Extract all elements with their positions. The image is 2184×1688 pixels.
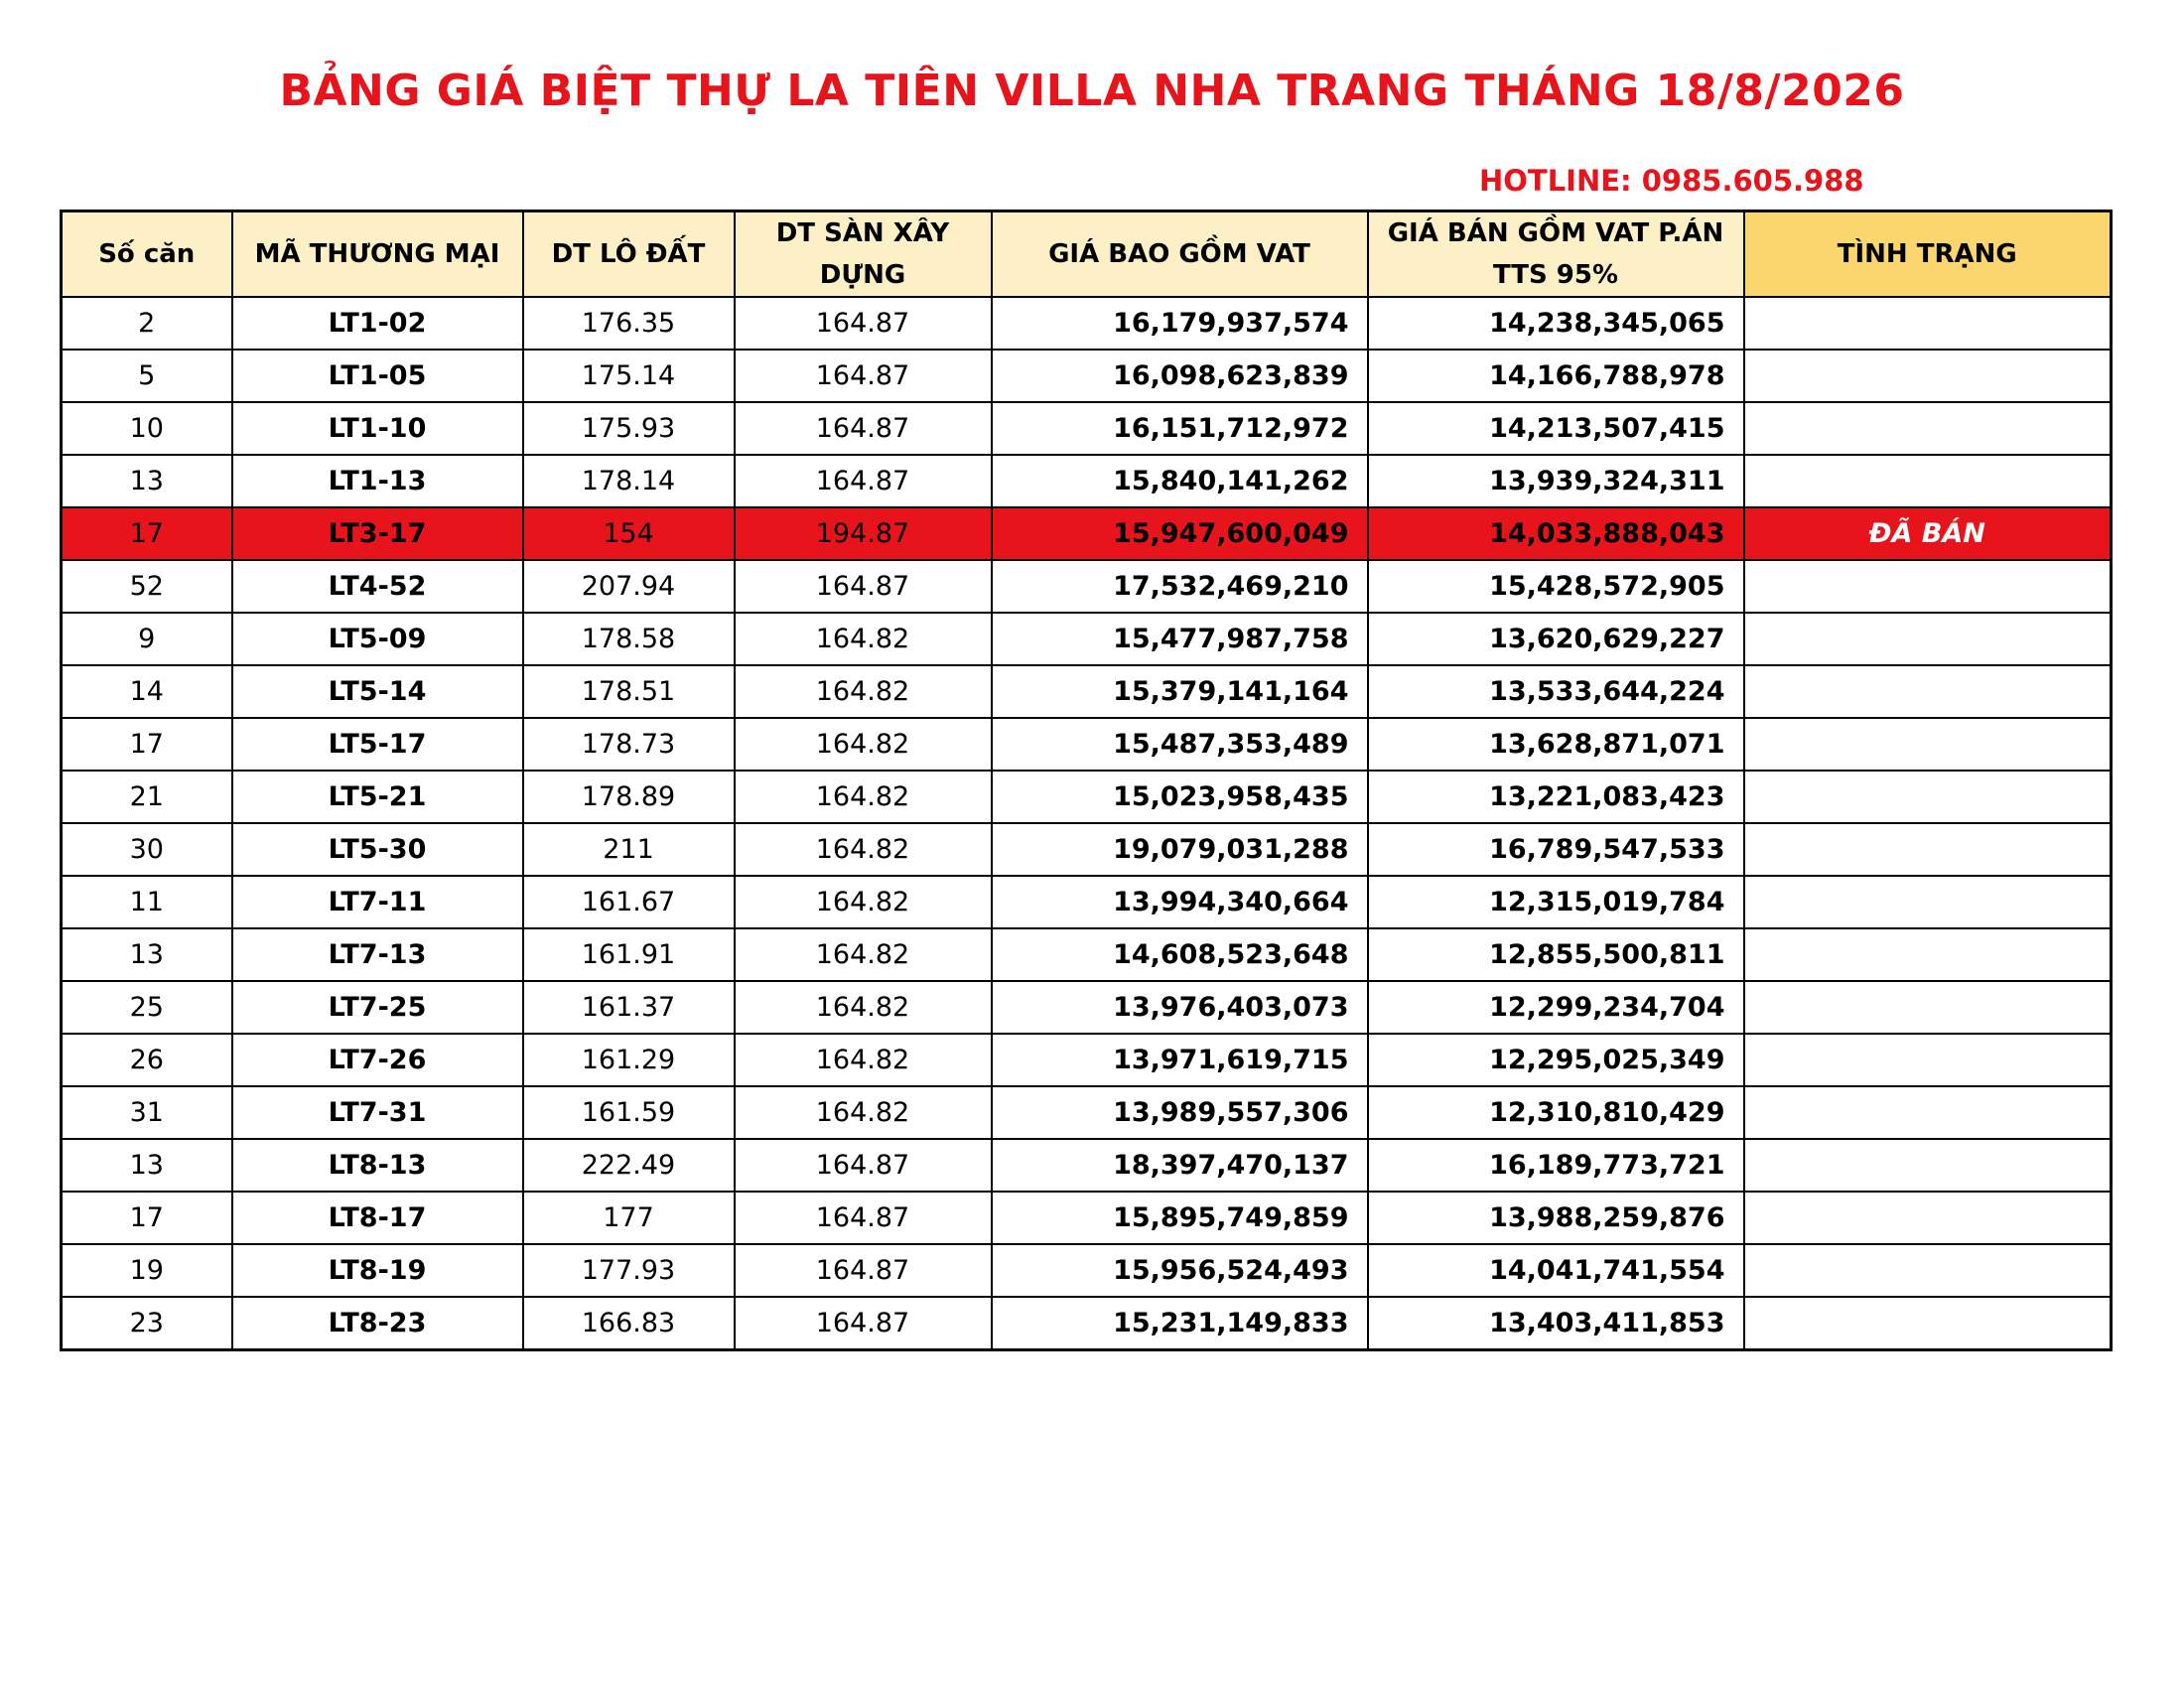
cell-dt-san-xay-dung: 164.82 xyxy=(735,1086,992,1139)
cell-gia-bao-gom-vat: 16,098,623,839 xyxy=(992,350,1368,402)
cell-gia-bao-gom-vat: 15,231,149,833 xyxy=(992,1297,1368,1350)
cell-ma-thuong-mai: LT1-13 xyxy=(232,455,523,507)
cell-gia-ban-95: 14,238,345,065 xyxy=(1368,297,1744,350)
table-row xyxy=(62,402,2112,455)
cell-gia-bao-gom-vat: 14,608,523,648 xyxy=(992,928,1368,981)
cell-dt-lo-dat: 176.35 xyxy=(523,297,735,350)
cell-dt-lo-dat: 161.67 xyxy=(523,876,735,928)
cell-ma-thuong-mai: LT8-23 xyxy=(232,1297,523,1350)
cell-gia-ban-95: 14,166,788,978 xyxy=(1368,350,1744,402)
cell-dt-san-xay-dung: 164.87 xyxy=(735,455,992,507)
cell-dt-lo-dat: 161.37 xyxy=(523,981,735,1034)
cell-tinh-trang xyxy=(1744,1086,2112,1139)
cell-so-can: 23 xyxy=(62,1297,232,1350)
cell-ma-thuong-mai: LT7-26 xyxy=(232,1034,523,1086)
cell-tinh-trang xyxy=(1744,350,2112,402)
cell-gia-ban-95: 13,939,324,311 xyxy=(1368,455,1744,507)
cell-so-can: 17 xyxy=(62,507,232,560)
cell-gia-bao-gom-vat: 18,397,470,137 xyxy=(992,1139,1368,1192)
cell-gia-bao-gom-vat: 16,151,712,972 xyxy=(992,402,1368,455)
cell-dt-san-xay-dung: 164.87 xyxy=(735,297,992,350)
cell-ma-thuong-mai: LT8-17 xyxy=(232,1192,523,1244)
cell-tinh-trang xyxy=(1744,560,2112,613)
cell-gia-ban-95: 14,041,741,554 xyxy=(1368,1244,1744,1297)
table-row xyxy=(62,771,2112,823)
cell-gia-ban-95: 14,033,888,043 xyxy=(1368,507,1744,560)
cell-tinh-trang: ĐÃ BÁN xyxy=(1744,507,2112,560)
cell-ma-thuong-mai: LT1-02 xyxy=(232,297,523,350)
table-row xyxy=(62,876,2112,928)
cell-gia-bao-gom-vat: 17,532,469,210 xyxy=(992,560,1368,613)
cell-dt-san-xay-dung: 164.87 xyxy=(735,402,992,455)
cell-gia-bao-gom-vat: 15,023,958,435 xyxy=(992,771,1368,823)
cell-tinh-trang xyxy=(1744,402,2112,455)
table-row xyxy=(62,1139,2112,1192)
cell-ma-thuong-mai: LT1-10 xyxy=(232,402,523,455)
cell-ma-thuong-mai: LT7-11 xyxy=(232,876,523,928)
price-table xyxy=(60,210,2113,1351)
table-row xyxy=(62,297,2112,350)
cell-dt-lo-dat: 177.93 xyxy=(523,1244,735,1297)
cell-dt-san-xay-dung: 164.87 xyxy=(735,1297,992,1350)
cell-so-can: 21 xyxy=(62,771,232,823)
cell-gia-bao-gom-vat: 16,179,937,574 xyxy=(992,297,1368,350)
header-tinh-trang: TÌNH TRẠNG xyxy=(1744,211,2112,298)
cell-gia-bao-gom-vat: 15,956,524,493 xyxy=(992,1244,1368,1297)
cell-so-can: 19 xyxy=(62,1244,232,1297)
cell-dt-san-xay-dung: 164.82 xyxy=(735,981,992,1034)
cell-dt-lo-dat: 161.91 xyxy=(523,928,735,981)
table-row xyxy=(62,613,2112,665)
cell-gia-bao-gom-vat: 15,840,141,262 xyxy=(992,455,1368,507)
cell-ma-thuong-mai: LT1-05 xyxy=(232,350,523,402)
cell-gia-ban-95: 13,620,629,227 xyxy=(1368,613,1744,665)
cell-dt-lo-dat: 178.89 xyxy=(523,771,735,823)
cell-dt-lo-dat: 154 xyxy=(523,507,735,560)
cell-tinh-trang xyxy=(1744,771,2112,823)
cell-tinh-trang xyxy=(1744,455,2112,507)
table-row xyxy=(62,1086,2112,1139)
header-dt-san-xay-dung: DT SÀN XÂY DỰNG xyxy=(735,211,992,298)
header-gia-ban-95: GIÁ BÁN GỒM VAT P.ÁN TTS 95% xyxy=(1368,211,1744,298)
table-header-row xyxy=(62,211,2112,298)
cell-gia-bao-gom-vat: 19,079,031,288 xyxy=(992,823,1368,876)
cell-gia-bao-gom-vat: 15,379,141,164 xyxy=(992,665,1368,718)
cell-so-can: 5 xyxy=(62,350,232,402)
table-row xyxy=(62,1297,2112,1350)
cell-gia-bao-gom-vat: 13,971,619,715 xyxy=(992,1034,1368,1086)
cell-gia-ban-95: 12,310,810,429 xyxy=(1368,1086,1744,1139)
cell-so-can: 17 xyxy=(62,718,232,771)
cell-dt-san-xay-dung: 164.87 xyxy=(735,1192,992,1244)
cell-gia-bao-gom-vat: 13,989,557,306 xyxy=(992,1086,1368,1139)
table-row xyxy=(62,823,2112,876)
table-row xyxy=(62,560,2112,613)
cell-gia-bao-gom-vat: 15,947,600,049 xyxy=(992,507,1368,560)
cell-gia-bao-gom-vat: 15,487,353,489 xyxy=(992,718,1368,771)
table-body xyxy=(62,297,2112,1350)
cell-dt-lo-dat: 175.93 xyxy=(523,402,735,455)
cell-tinh-trang xyxy=(1744,665,2112,718)
cell-so-can: 25 xyxy=(62,981,232,1034)
cell-gia-ban-95: 13,221,083,423 xyxy=(1368,771,1744,823)
cell-tinh-trang xyxy=(1744,718,2112,771)
cell-dt-lo-dat: 161.29 xyxy=(523,1034,735,1086)
cell-dt-lo-dat: 178.51 xyxy=(523,665,735,718)
cell-dt-san-xay-dung: 164.87 xyxy=(735,350,992,402)
cell-ma-thuong-mai: LT5-14 xyxy=(232,665,523,718)
cell-dt-san-xay-dung: 164.82 xyxy=(735,876,992,928)
cell-ma-thuong-mai: LT4-52 xyxy=(232,560,523,613)
cell-so-can: 11 xyxy=(62,876,232,928)
cell-dt-san-xay-dung: 164.82 xyxy=(735,928,992,981)
cell-dt-lo-dat: 211 xyxy=(523,823,735,876)
cell-so-can: 30 xyxy=(62,823,232,876)
table-row xyxy=(62,981,2112,1034)
cell-so-can: 2 xyxy=(62,297,232,350)
cell-so-can: 31 xyxy=(62,1086,232,1139)
header-ma-thuong-mai: MÃ THƯƠNG MẠI xyxy=(232,211,523,298)
table-row xyxy=(62,1192,2112,1244)
cell-dt-san-xay-dung: 164.82 xyxy=(735,771,992,823)
table-row xyxy=(62,1034,2112,1086)
cell-ma-thuong-mai: LT5-30 xyxy=(232,823,523,876)
cell-so-can: 13 xyxy=(62,1139,232,1192)
cell-tinh-trang xyxy=(1744,1297,2112,1350)
cell-dt-lo-dat: 175.14 xyxy=(523,350,735,402)
cell-tinh-trang xyxy=(1744,297,2112,350)
cell-tinh-trang xyxy=(1744,1034,2112,1086)
cell-gia-ban-95: 16,189,773,721 xyxy=(1368,1139,1744,1192)
cell-dt-lo-dat: 166.83 xyxy=(523,1297,735,1350)
cell-dt-lo-dat: 178.73 xyxy=(523,718,735,771)
cell-gia-bao-gom-vat: 15,895,749,859 xyxy=(992,1192,1368,1244)
cell-tinh-trang xyxy=(1744,823,2112,876)
cell-tinh-trang xyxy=(1744,928,2112,981)
cell-gia-bao-gom-vat: 13,994,340,664 xyxy=(992,876,1368,928)
table-row xyxy=(62,350,2112,402)
page-title: BẢNG GIÁ BIỆT THỰ LA TIÊN VILLA NHA TRANG THÁNG 18/8/2026 xyxy=(279,66,1905,116)
table-row xyxy=(62,928,2112,981)
cell-tinh-trang xyxy=(1744,981,2112,1034)
cell-gia-ban-95: 13,628,871,071 xyxy=(1368,718,1744,771)
cell-so-can: 52 xyxy=(62,560,232,613)
cell-gia-ban-95: 16,789,547,533 xyxy=(1368,823,1744,876)
cell-dt-lo-dat: 207.94 xyxy=(523,560,735,613)
cell-so-can: 9 xyxy=(62,613,232,665)
cell-tinh-trang xyxy=(1744,613,2112,665)
cell-so-can: 26 xyxy=(62,1034,232,1086)
cell-so-can: 14 xyxy=(62,665,232,718)
cell-tinh-trang xyxy=(1744,1139,2112,1192)
cell-gia-ban-95: 14,213,507,415 xyxy=(1368,402,1744,455)
cell-gia-bao-gom-vat: 15,477,987,758 xyxy=(992,613,1368,665)
cell-dt-lo-dat: 178.14 xyxy=(523,455,735,507)
cell-dt-san-xay-dung: 164.82 xyxy=(735,1034,992,1086)
cell-dt-lo-dat: 222.49 xyxy=(523,1139,735,1192)
cell-gia-ban-95: 12,855,500,811 xyxy=(1368,928,1744,981)
cell-gia-ban-95: 12,299,234,704 xyxy=(1368,981,1744,1034)
cell-gia-ban-95: 13,403,411,853 xyxy=(1368,1297,1744,1350)
cell-dt-san-xay-dung: 194.87 xyxy=(735,507,992,560)
cell-ma-thuong-mai: LT5-17 xyxy=(232,718,523,771)
cell-tinh-trang xyxy=(1744,1244,2112,1297)
table-row xyxy=(62,1244,2112,1297)
cell-so-can: 10 xyxy=(62,402,232,455)
cell-dt-san-xay-dung: 164.82 xyxy=(735,665,992,718)
cell-ma-thuong-mai: LT3-17 xyxy=(232,507,523,560)
cell-dt-san-xay-dung: 164.82 xyxy=(735,823,992,876)
cell-ma-thuong-mai: LT8-19 xyxy=(232,1244,523,1297)
table-row xyxy=(62,507,2112,560)
table-row xyxy=(62,455,2112,507)
header-dt-lo-dat: DT LÔ ĐẤT xyxy=(523,211,735,298)
cell-dt-lo-dat: 161.59 xyxy=(523,1086,735,1139)
cell-dt-san-xay-dung: 164.87 xyxy=(735,560,992,613)
cell-ma-thuong-mai: LT7-13 xyxy=(232,928,523,981)
cell-dt-lo-dat: 177 xyxy=(523,1192,735,1244)
cell-so-can: 13 xyxy=(62,928,232,981)
cell-so-can: 17 xyxy=(62,1192,232,1244)
cell-gia-ban-95: 12,315,019,784 xyxy=(1368,876,1744,928)
hotline-text: HOTLINE: 0985.605.988 xyxy=(1479,164,1864,198)
cell-so-can: 13 xyxy=(62,455,232,507)
cell-gia-ban-95: 13,533,644,224 xyxy=(1368,665,1744,718)
table-row xyxy=(62,718,2112,771)
cell-dt-san-xay-dung: 164.82 xyxy=(735,613,992,665)
header-so-can: Số căn xyxy=(62,211,232,298)
header-gia-bao-gom-vat: GIÁ BAO GỒM VAT xyxy=(992,211,1368,298)
cell-tinh-trang xyxy=(1744,1192,2112,1244)
cell-dt-san-xay-dung: 164.87 xyxy=(735,1244,992,1297)
cell-gia-ban-95: 12,295,025,349 xyxy=(1368,1034,1744,1086)
cell-tinh-trang xyxy=(1744,876,2112,928)
cell-ma-thuong-mai: LT7-31 xyxy=(232,1086,523,1139)
cell-ma-thuong-mai: LT7-25 xyxy=(232,981,523,1034)
table-row xyxy=(62,665,2112,718)
cell-gia-ban-95: 15,428,572,905 xyxy=(1368,560,1744,613)
cell-ma-thuong-mai: LT8-13 xyxy=(232,1139,523,1192)
cell-ma-thuong-mai: LT5-21 xyxy=(232,771,523,823)
cell-dt-lo-dat: 178.58 xyxy=(523,613,735,665)
cell-ma-thuong-mai: LT5-09 xyxy=(232,613,523,665)
cell-dt-san-xay-dung: 164.87 xyxy=(735,1139,992,1192)
cell-gia-ban-95: 13,988,259,876 xyxy=(1368,1192,1744,1244)
cell-dt-san-xay-dung: 164.82 xyxy=(735,718,992,771)
cell-gia-bao-gom-vat: 13,976,403,073 xyxy=(992,981,1368,1034)
